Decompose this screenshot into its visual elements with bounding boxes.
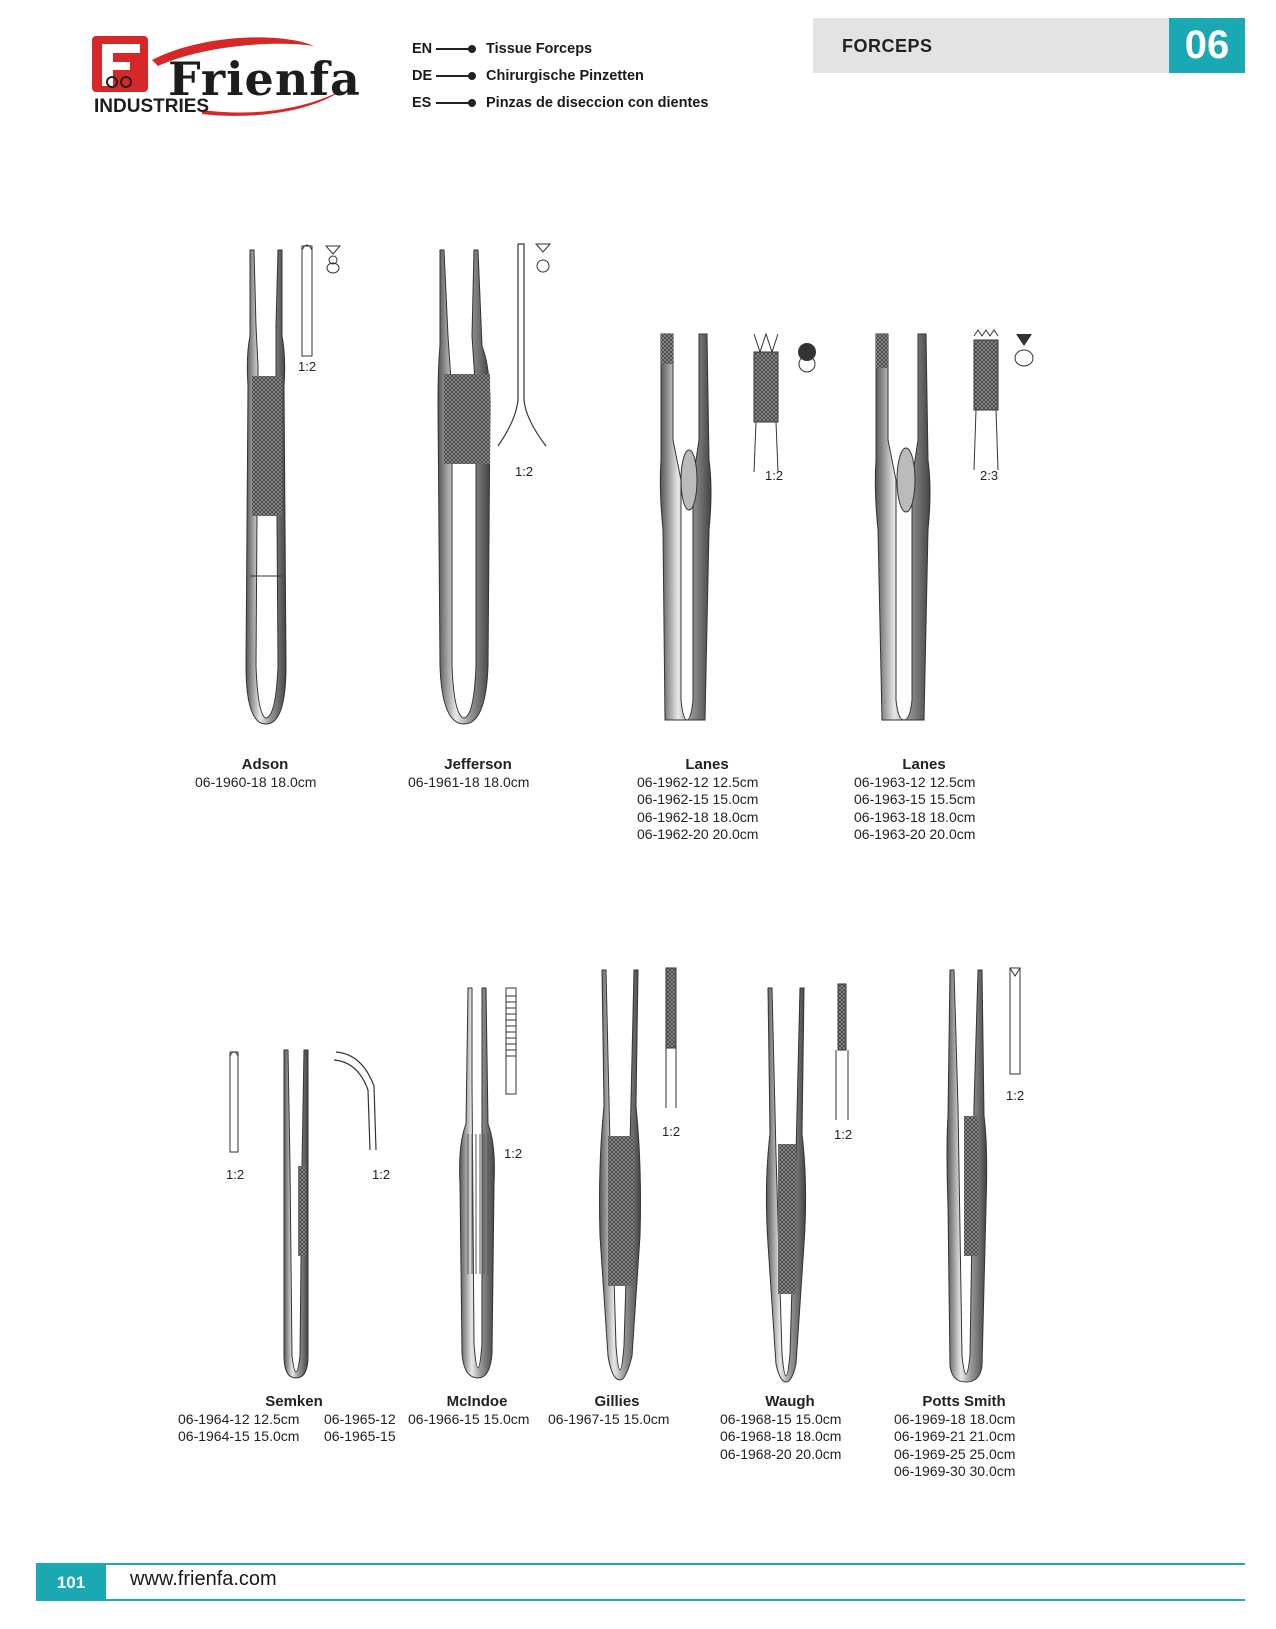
tip-detail-semken-icon [226,1048,246,1158]
tip-detail-adson-icon [300,240,350,370]
footer-rule-top [36,1563,1245,1565]
forceps-mcindoe-icon [452,984,502,1384]
lang-row-de [412,66,644,86]
scale-ratio: 1:2 [1006,1088,1025,1103]
product-caption-lanes-2 [854,756,994,844]
product-caption-lanes [637,756,777,844]
tip-detail-semken-curved-icon [332,1046,392,1156]
scale-ratio: 1:2 [834,1127,853,1142]
scale-ratio: 1:2 [372,1167,391,1182]
product-name: McIndoe [446,1393,508,1410]
product-name: Adson [241,756,289,773]
lang-row-en [412,39,592,59]
product-code: 06-1961-18 18.0cm [408,773,530,790]
footer-rule-bottom [36,1599,1245,1601]
forceps-lanes-2-icon [870,330,940,725]
product-code: 06-1969-18 18.0cm [894,1410,1016,1427]
scale-ratio: 1:2 [765,468,784,483]
scale-ratio: 1:2 [504,1146,523,1161]
product-name: Waugh [765,1393,815,1410]
scale-ratio: 1:2 [298,359,317,374]
product-code: 06-1965-12 [324,1410,396,1427]
tip-detail-lanes-2-icon [972,330,1042,480]
lang-arrow-icon [436,75,472,77]
product-code: 06-1963-12 12.5cm [854,773,976,790]
product-name: Lanes [685,756,729,773]
product-code: 06-1960-18 18.0cm [195,773,317,790]
lang-text: Chirurgische Pinzetten [486,68,644,84]
product-code: 06-1968-20 20.0cm [720,1445,842,1462]
product-code: 06-1969-30 30.0cm [894,1463,1016,1479]
product-caption-potts-smith [894,1393,1034,1481]
brand-name: Frienfa [168,52,361,106]
product-caption-jefferson [408,756,548,791]
lang-text: Tissue Forceps [486,41,593,57]
product-code: 06-1964-15 15.0cm [178,1428,300,1444]
lang-code: EN [412,41,433,57]
product-code: 06-1963-15 15.5cm [854,791,976,807]
forceps-adson-icon [236,246,296,726]
forceps-lanes-icon [655,330,715,725]
tip-detail-lanes-icon [752,332,822,482]
lang-arrow-icon [436,102,472,104]
product-code: 06-1965-15 [324,1428,396,1444]
product-code: 06-1969-25 25.0cm [894,1445,1016,1462]
product-code: 06-1962-18 18.0cm [637,808,759,825]
product-code: 06-1964-12 12.5cm [178,1410,300,1427]
product-code: 06-1966-15 15.0cm [408,1410,530,1427]
tip-detail-mcindoe-icon [502,984,522,1134]
tip-detail-potts-smith-icon [1006,964,1026,1084]
product-name: Jefferson [444,756,512,773]
forceps-gillies-icon [596,966,646,1386]
product-name: Semken [265,1393,323,1410]
product-code: 06-1963-20 20.0cm [854,826,976,842]
product-caption-gillies [548,1393,686,1428]
tip-detail-waugh-icon [832,980,852,1130]
tip-detail-gillies-icon [662,964,682,1114]
scale-ratio: 1:2 [226,1167,245,1182]
tip-detail-jefferson-icon [496,240,566,470]
product-code: 06-1962-20 20.0cm [637,826,759,842]
product-caption-waugh [720,1393,860,1463]
page-number: 101 [56,1573,86,1592]
product-name: Lanes [902,756,946,773]
category-number: 06 [1184,23,1230,67]
product-code: 06-1967-15 15.0cm [548,1410,670,1427]
product-code: 06-1969-21 21.0cm [894,1428,1016,1444]
category-title: FORCEPS [842,36,933,56]
forceps-waugh-icon [762,984,812,1384]
product-code: 06-1968-15 15.0cm [720,1410,842,1427]
product-code: 06-1962-12 12.5cm [637,773,759,790]
lang-code: ES [412,95,432,111]
forceps-semken-icon [278,1046,314,1381]
product-caption-semken [178,1393,410,1446]
website-link[interactable]: www.frienfa.com [130,1568,277,1590]
product-name: Potts Smith [922,1393,1006,1410]
lang-code: DE [412,68,433,84]
scale-ratio: 1:2 [515,464,534,479]
product-code: 06-1963-18 18.0cm [854,808,976,825]
lang-row-es [412,93,708,113]
product-name: Gillies [594,1393,640,1410]
forceps-potts-smith-icon [944,966,994,1386]
product-code: 06-1962-15 15.0cm [637,791,759,807]
brand-subtitle: INDUSTRIES [94,96,210,117]
product-caption-mcindoe [408,1393,546,1428]
lang-text: Pinzas de diseccion con dientes [486,95,709,111]
product-caption-adson [195,756,335,791]
lang-arrow-icon [436,48,472,50]
scale-ratio: 1:2 [662,1124,681,1139]
product-code: 06-1968-18 18.0cm [720,1428,842,1444]
scale-ratio: 2:3 [980,468,999,483]
